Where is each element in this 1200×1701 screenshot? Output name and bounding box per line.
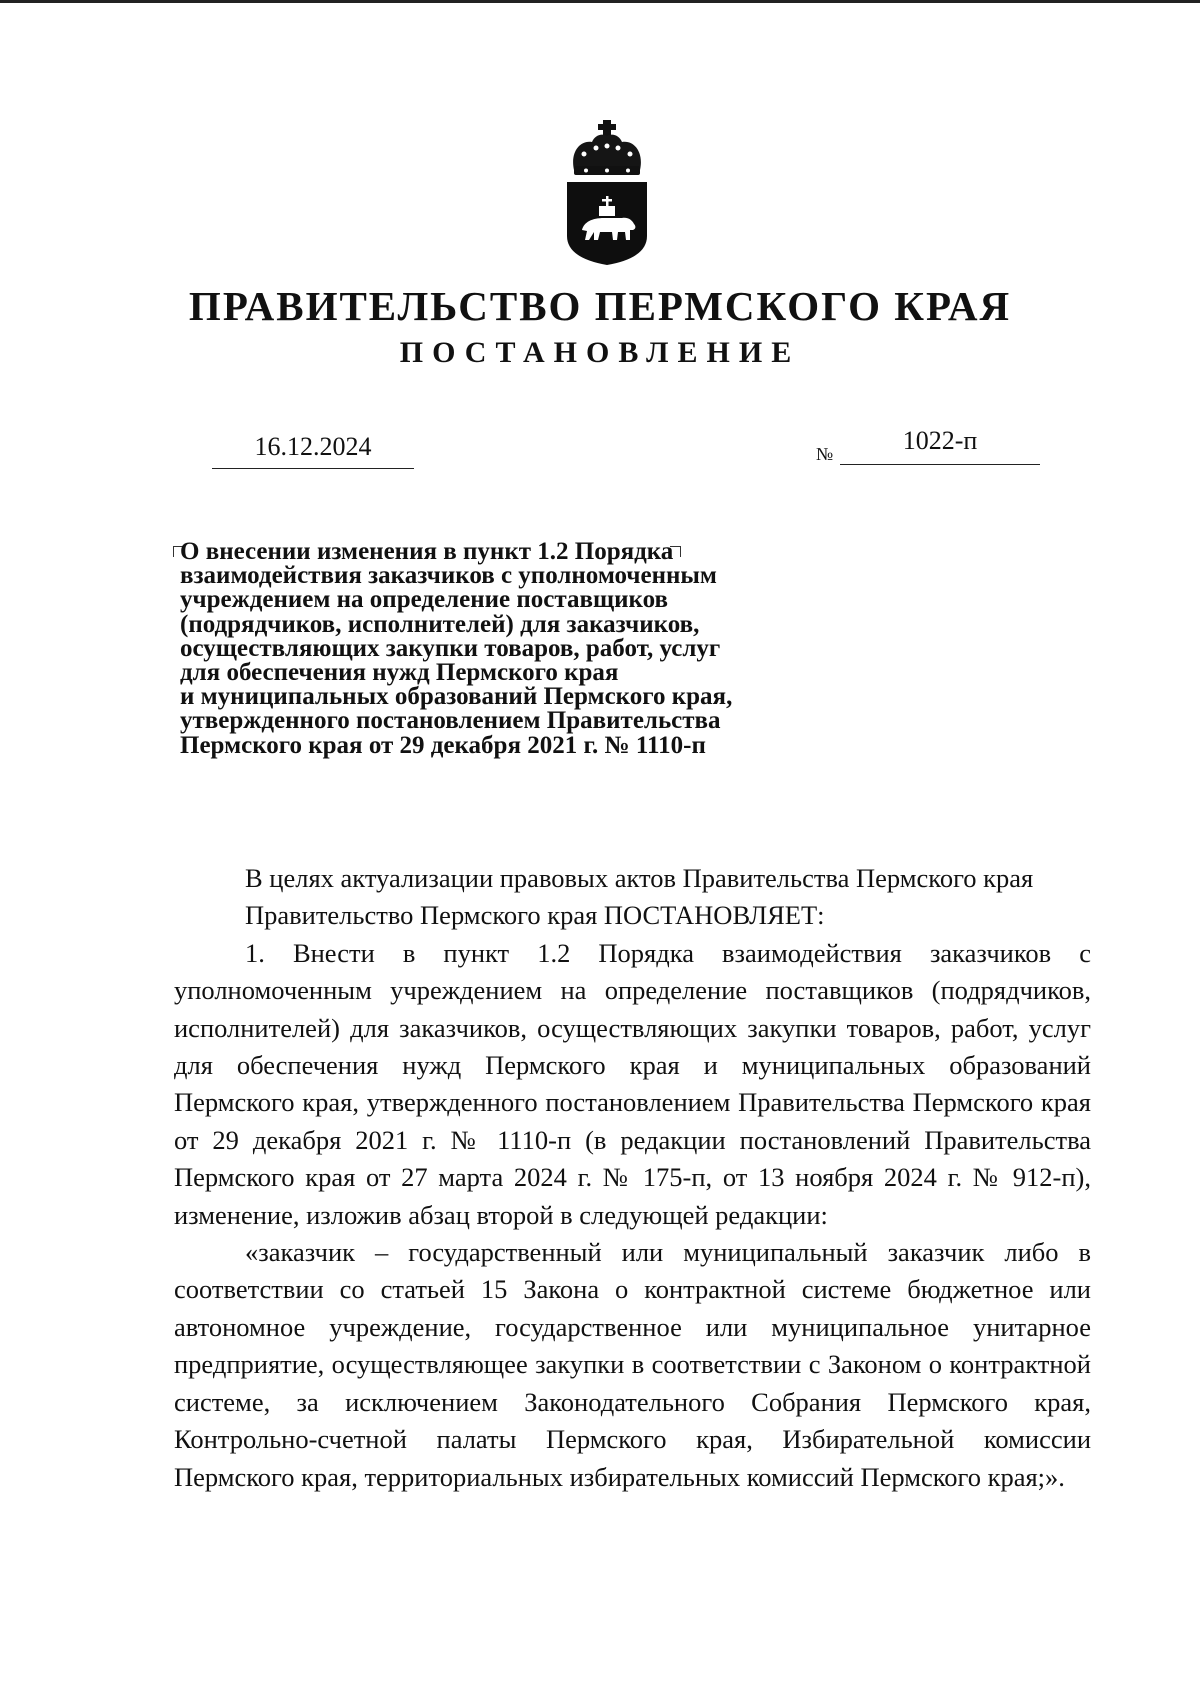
title-line: взаимодействия заказчиков с уполномоченным (180, 562, 717, 590)
quoted-amendment-paragraph: «заказчик – государственный или муниципальный заказчик либо в соответствии со статьей 15 Закона о контрактной системе бюджетное или автономное учреждение, государственное или муниципальное унитарное предприятие, осуществляющее закупки в соответствии с Законом о контрактной системе, за исключением Законодательного Собрания Пермского края, Контрольно-счетной палаты Пермского края, Избирательной комиссии Пермского края, территориальных избирательных комиссий Пермского края;». (174, 1237, 1091, 1492)
document-date: 16.12.2024 (254, 432, 372, 461)
organization-name: ПРАВИТЕЛЬСТВО ПЕРМСКОГО КРАЯ (188, 283, 1012, 329)
date-field (212, 430, 414, 469)
document-body (174, 860, 1091, 1496)
perm-krai-coat-of-arms-icon (562, 118, 652, 266)
document-type: ПОСТАНОВЛЕНИЕ (399, 336, 801, 369)
number-field (840, 424, 1040, 465)
document-number: 1022-п (902, 426, 978, 455)
title-line: Пермского края от 29 декабря 2021 г. № 1110-п (180, 731, 706, 759)
title-line: и муниципальных образований Пермского края, (180, 683, 733, 711)
title-line: (подрядчиков, исполнителей) для заказчиков, (180, 610, 700, 638)
number-sign: № (816, 444, 834, 464)
title-line: осуществляющих закупки товаров, работ, услуг (180, 634, 721, 662)
resolves-paragraph: Правительство Пермского края ПОСТАНОВЛЯЕТ: (245, 900, 825, 931)
title-line: для обеспечения нужд Пермского края (180, 659, 619, 687)
title-line: утвержденного постановлением Правительства (180, 707, 721, 735)
title-line: учреждением на определение поставщиков (180, 586, 668, 614)
preamble-paragraph: В целях актуализации правовых актов Правительства Пермского края (245, 863, 1034, 893)
document-title (180, 540, 880, 758)
clause-1-paragraph: 1. Внести в пункт 1.2 Порядка взаимодействия заказчиков с уполномоченным учреждением на определение поставщиков (подрядчиков, исполнителей) для заказчиков, осуществляющих закупки товаров, работ, услуг для обеспечения нужд Пермского края и муниципальных образований Пермского края, утвержденного постановлением Правительства Пермского края от 29 декабря 2021 г. № 1110-п (в редакции постановлений Правительства Пермского края от 27 марта 2024 г. № 175-п, от 13 ноября 2024 г. № 912-п), изменение, изложив абзац второй в следующей редакции: (174, 937, 1091, 1230)
scan-top-edge (0, 0, 1200, 3)
title-line: О внесении изменения в пункт 1.2 Порядка (180, 538, 674, 565)
